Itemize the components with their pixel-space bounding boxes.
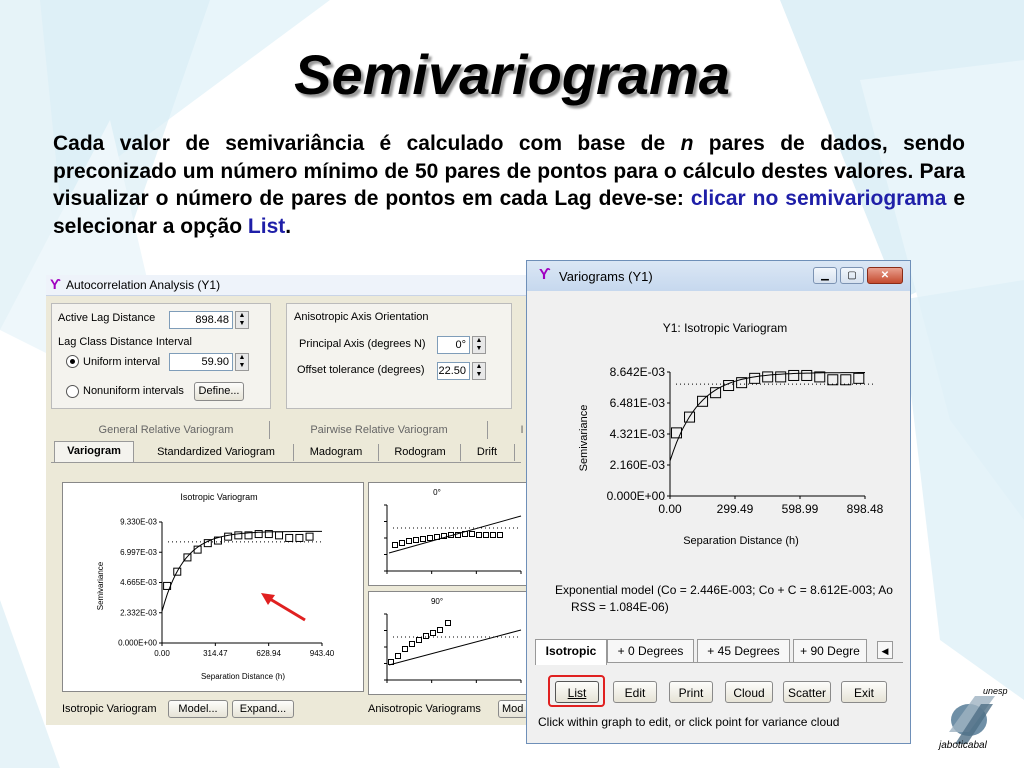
- data-point: [491, 533, 496, 538]
- y-tick-label: 8.642E-03: [609, 365, 665, 379]
- offset-tolerance-label: Offset tolerance (degrees): [297, 364, 425, 376]
- data-point: [393, 543, 398, 548]
- tab-0-degrees[interactable]: + 0 Degrees: [607, 639, 694, 663]
- y-tick-label: 4.321E-03: [609, 427, 665, 441]
- nonuniform-label: Nonuniform intervals: [83, 385, 184, 397]
- y-tick-label: 0.000E+00: [118, 638, 157, 648]
- y-tick-label: 2.160E-03: [609, 458, 665, 472]
- cloud-button[interactable]: Cloud: [725, 681, 773, 703]
- tab-separator: [293, 444, 294, 461]
- anisotropic-plot-0[interactable]: [368, 482, 530, 586]
- slide-paragraph: [53, 130, 965, 240]
- data-point: [255, 531, 262, 538]
- paragraph-highlight-list: List: [247, 214, 286, 238]
- x-tick-label: 628.94: [256, 649, 281, 658]
- logo-text-top: unesp: [983, 686, 1008, 696]
- chart-xlabel: Separation Distance (h): [683, 535, 799, 547]
- aniso-group-label: Anisotropic Axis Orientation: [294, 311, 429, 323]
- data-point: [789, 370, 799, 380]
- offset-tolerance-input[interactable]: 22.50: [437, 362, 470, 380]
- model-button-aniso[interactable]: Mod: [498, 700, 528, 718]
- y-tick-label: 0.000E+00: [606, 489, 665, 503]
- autocorrelation-title: Autocorrelation Analysis (Y1): [66, 278, 221, 292]
- paragraph-part2: pares de dados, sendo preconizado um número mínimo de 50 pares de pontos para o cálculo destes valores. Para visualizar o número de pares de pontos em cada Lag deve-se:: [53, 132, 965, 210]
- data-point: [225, 533, 232, 540]
- principal-axis-spinner[interactable]: ▲ ▼: [472, 336, 486, 354]
- scatter-button[interactable]: Scatter: [783, 681, 831, 703]
- uniform-interval-spinner[interactable]: ▲ ▼: [235, 353, 249, 371]
- data-point: [477, 533, 482, 538]
- tab-madogram[interactable]: Madogram: [309, 446, 363, 458]
- minimize-button[interactable]: ▁: [813, 267, 837, 284]
- offset-tolerance-spinner[interactable]: ▲ ▼: [472, 362, 486, 380]
- data-point: [403, 647, 408, 652]
- principal-axis-label: Principal Axis (degrees N): [299, 338, 426, 350]
- data-point: [776, 372, 786, 382]
- data-point: [854, 373, 864, 383]
- aniso-0-title: 0°: [433, 488, 441, 497]
- tab-more[interactable]: I: [520, 424, 524, 436]
- data-point: [828, 375, 838, 385]
- tab-separator: [460, 444, 461, 461]
- y-tick-label: 2.332E-03: [120, 608, 157, 618]
- nonuniform-radio[interactable]: [66, 385, 79, 398]
- list-button[interactable]: List: [555, 681, 599, 703]
- variograms-window: [526, 260, 911, 744]
- data-point: [396, 654, 401, 659]
- x-tick-label: 598.99: [781, 502, 819, 516]
- tab-drift[interactable]: Drift: [476, 446, 498, 458]
- x-tick-label: 0.00: [658, 502, 682, 516]
- expand-button[interactable]: Expand...: [232, 700, 294, 718]
- data-point: [750, 373, 760, 383]
- data-point: [296, 534, 303, 541]
- autocorrelation-titlebar[interactable]: [46, 275, 528, 296]
- gamma-icon: ϒ: [539, 266, 551, 283]
- data-point: [276, 532, 283, 539]
- paragraph-highlight-click: clicar no semivariograma: [690, 187, 947, 210]
- active-lag-spinner[interactable]: ▲ ▼: [235, 311, 249, 329]
- isotropic-variogram-svg: [63, 483, 363, 691]
- model-curve: [670, 373, 865, 461]
- model-text-line1: Exponential model (Co = 2.446E-003; Co + C = 8.612E-003; Ao: [555, 583, 893, 597]
- data-point: [763, 372, 773, 382]
- data-point: [286, 534, 293, 541]
- variograms-client: [535, 291, 903, 738]
- isotropic-variogram-chart[interactable]: [535, 291, 903, 561]
- autocorrelation-window: [46, 275, 528, 725]
- tab-scroll-left-icon[interactable]: ◀: [877, 641, 893, 659]
- data-point: [802, 370, 812, 380]
- data-point: [417, 638, 422, 643]
- red-arrow-annotation: [255, 588, 315, 628]
- aniso-90-title: 90°: [430, 597, 444, 606]
- small-iso-xlabel: Separation Distance (h): [200, 672, 286, 681]
- edit-button[interactable]: Edit: [613, 681, 657, 703]
- data-point: [841, 375, 851, 385]
- chart-title: Y1: Isotropic Variogram: [662, 321, 788, 335]
- tab-pairwise-relative[interactable]: Pairwise Relative Variogram: [310, 424, 448, 436]
- data-point: [407, 539, 412, 544]
- logo-text-bottom: jaboticabal: [939, 740, 987, 751]
- tab-variogram[interactable]: Variogram: [54, 441, 134, 462]
- tab-separator: [514, 444, 515, 461]
- data-point: [815, 372, 825, 382]
- aniso-90-svg: [369, 592, 529, 694]
- y-tick-label: 6.997E-03: [120, 547, 157, 557]
- data-point: [410, 642, 415, 647]
- data-point: [431, 631, 436, 636]
- footer-anisotropic-label: Anisotropic Variograms: [368, 703, 481, 715]
- model-text-line2: RSS = 1.084E-06): [571, 600, 669, 614]
- data-point: [235, 532, 242, 539]
- data-point: [400, 541, 405, 546]
- slide-title: Semivariograma: [294, 43, 730, 106]
- small-iso-title: Isotropic Variogram: [180, 492, 258, 502]
- gamma-icon: ϒ: [50, 276, 61, 292]
- paragraph-italic-n: n: [680, 132, 694, 155]
- x-tick-label: 898.48: [846, 502, 884, 516]
- anisotropic-plot-90[interactable]: [368, 591, 530, 695]
- status-text: Click within graph to edit, or click point for variance cloud: [538, 715, 840, 729]
- lag-class-label: Lag Class Distance Interval: [58, 336, 192, 348]
- tab-90-degrees[interactable]: + 90 Degre: [793, 639, 867, 663]
- x-tick-label: 0.00: [154, 649, 170, 658]
- tab-standardized-variogram[interactable]: Standardized Variogram: [157, 446, 275, 458]
- y-tick-label: 9.330E-03: [120, 517, 157, 527]
- data-point: [470, 532, 475, 537]
- data-point: [672, 428, 682, 438]
- tab-45-degrees[interactable]: + 45 Degrees: [697, 639, 790, 663]
- tab-separator: [487, 421, 488, 439]
- data-point: [424, 634, 429, 639]
- variograms-title: Variograms (Y1): [559, 269, 653, 284]
- principal-axis-input[interactable]: 0°: [437, 336, 470, 354]
- data-point: [428, 536, 433, 541]
- tab-separator: [269, 421, 270, 439]
- active-lag-label: Active Lag Distance: [58, 312, 156, 324]
- tab-general-relative[interactable]: General Relative Variogram: [98, 424, 234, 436]
- tab-row-line: [51, 462, 521, 463]
- data-point: [306, 533, 313, 540]
- active-lag-input[interactable]: 898.48: [169, 311, 233, 329]
- unesp-logo: [935, 684, 1015, 754]
- chart-ylabel: Semivariance: [578, 404, 590, 472]
- maximize-button[interactable]: ▢: [840, 267, 864, 284]
- isotropic-variogram-plot[interactable]: [62, 482, 364, 692]
- x-tick-label: 299.49: [716, 502, 754, 516]
- paragraph-part3: e selecionar a opção: [53, 187, 966, 238]
- data-point: [484, 533, 489, 538]
- exit-button[interactable]: Exit: [841, 681, 887, 703]
- data-point: [421, 537, 426, 542]
- y-tick-label: 4.665E-03: [120, 578, 157, 588]
- footer-isotropic-label: Isotropic Variogram: [62, 703, 157, 715]
- uniform-label: Uniform interval: [83, 356, 161, 368]
- small-iso-ylabel: Semivariance: [96, 561, 105, 611]
- data-point: [414, 538, 419, 543]
- x-tick-label: 943.40: [309, 649, 335, 658]
- paragraph-part4: .: [285, 214, 292, 238]
- data-point: [498, 533, 503, 538]
- uniform-radio[interactable]: [66, 355, 79, 368]
- define-button[interactable]: Define...: [194, 382, 244, 401]
- trend-line: [389, 630, 521, 665]
- data-point: [438, 628, 443, 633]
- close-button[interactable]: ✕: [867, 267, 903, 284]
- paragraph-part1: Cada valor de semivariância é calculado com base de: [53, 132, 681, 155]
- data-point: [446, 621, 451, 626]
- y-tick-label: 6.481E-03: [609, 396, 665, 410]
- tab-isotropic[interactable]: Isotropic: [535, 639, 607, 665]
- uniform-interval-input[interactable]: 59.90: [169, 353, 233, 371]
- print-button[interactable]: Print: [669, 681, 713, 703]
- tab-separator: [378, 444, 379, 461]
- model-button[interactable]: Model...: [168, 700, 228, 718]
- x-tick-label: 314.47: [203, 649, 228, 658]
- variograms-titlebar[interactable]: [527, 261, 910, 291]
- tab-rodogram[interactable]: Rodogram: [394, 446, 446, 458]
- aniso-0-svg: [369, 483, 529, 585]
